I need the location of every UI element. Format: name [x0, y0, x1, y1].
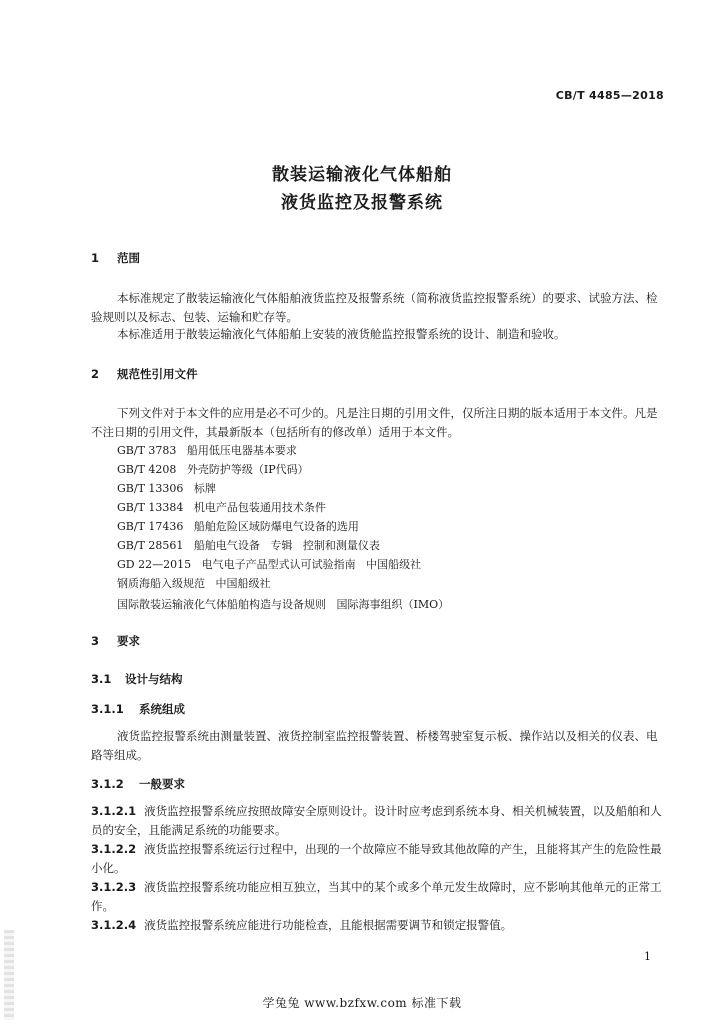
- clause-item: [91, 840, 663, 878]
- clause-text: 液货监控报警系统功能应相互独立，当其中的某个或多个单元发生故障时，应不影响其他单元的正常工作。: [91, 880, 662, 913]
- reference-item: GD 22—2015 电气电子产品型式认可试验指南 中国船级社: [117, 558, 422, 571]
- scan-edge-artifact: [4, 930, 14, 1020]
- clause-text: 液货监控报警系统应按照故障安全原则设计。设计时应考虑到系统本身、相关机械装置，以及船舶和人员的安全，且能满足系统的功能要求。: [91, 804, 662, 837]
- section-3-1-1-number: 3.1.1: [91, 702, 124, 716]
- clause-item: [91, 878, 663, 916]
- clause-text: 液货监控报警系统应能进行功能检查，且能根据需要调节和锁定报警值。: [144, 918, 513, 932]
- clause-item: [91, 916, 663, 935]
- section-3-1-number: 3.1: [91, 672, 112, 686]
- clause-number: 3.1.2.1: [91, 804, 137, 818]
- section-2-para: 下列文件对于本文件的应用是必不可少的。凡是注日期的引用文件，仅所注日期的版本适用于本文件。凡是不注日期的引用文件，其最新版本（包括所有的修改单）适用于本文件。: [91, 406, 658, 439]
- title-line-1: 散装运输液化气体船舶: [272, 165, 452, 185]
- section-3-1-2-title: 一般要求: [139, 777, 185, 791]
- reference-item: 国际散装运输液化气体船舶构造与设备规则 国际海事组织（IMO）: [117, 598, 450, 611]
- section-3-1-title: 设计与结构: [125, 672, 183, 686]
- standard-number: CB/T 4485—2018: [555, 89, 664, 102]
- footer-watermark: 学兔兔 www.bzfxw.com 标准下载: [262, 996, 462, 1010]
- page-number: 1: [644, 950, 651, 963]
- reference-item: GB/T 17436 船舶危险区域防爆电气设备的选用: [117, 520, 359, 533]
- section-1-para-2: 本标准适用于散装运输液化气体船舶上安装的液货舱监控报警系统的设计、制造和验收。: [117, 327, 566, 341]
- section-1-heading: [91, 250, 140, 266]
- section-3-1-heading: [91, 671, 183, 687]
- section-2-number: 2: [91, 367, 100, 381]
- section-3-1-1-para: 液货监控报警系统由测量装置、液货控制室监控报警装置、桥楼驾驶室复示板、操作站以及相关的仪表、电路等组成。: [91, 729, 658, 762]
- clause-item: [91, 802, 663, 840]
- clause-text: 液货监控报警系统运行过程中，出现的一个故障应不能导致其他故障的产生，且能将其产生的危险性最小化。: [91, 842, 662, 875]
- section-1-title: 范围: [117, 251, 140, 265]
- reference-item: GB/T 28561 船舶电气设备 专辑 控制和测量仪表: [117, 539, 380, 552]
- clause-number: 3.1.2.3: [91, 880, 137, 894]
- section-2-heading: [91, 366, 198, 382]
- section-3-heading: [91, 633, 140, 649]
- section-3-1-2-heading: [91, 776, 185, 792]
- reference-item: GB/T 13384 机电产品包装通用技术条件: [117, 501, 326, 514]
- section-3-1-1-heading: [91, 701, 185, 717]
- section-1-para-1: 本标准规定了散装运输液化气体船舶液货监控及报警系统（简称液货监控报警系统）的要求、试验方法、检验规则以及标志、包装、运输和贮存等。: [91, 291, 658, 324]
- reference-item: GB/T 3783 船用低压电器基本要求: [117, 444, 297, 457]
- section-3-title: 要求: [117, 634, 140, 648]
- section-3-number: 3: [91, 634, 100, 648]
- section-3-1-2-number: 3.1.2: [91, 777, 124, 791]
- reference-item: GB/T 4208 外壳防护等级（IP代码）: [117, 463, 309, 476]
- clause-number: 3.1.2.2: [91, 842, 137, 856]
- section-2-title: 规范性引用文件: [117, 367, 198, 381]
- section-3-1-1-title: 系统组成: [139, 702, 185, 716]
- reference-item: 钢质海船入级规范 中国船级社: [117, 577, 271, 590]
- section-1-number: 1: [91, 251, 100, 265]
- reference-item: GB/T 13306 标牌: [117, 482, 216, 495]
- clause-number: 3.1.2.4: [91, 918, 137, 932]
- title-line-2: 液货监控及报警系统: [281, 193, 443, 213]
